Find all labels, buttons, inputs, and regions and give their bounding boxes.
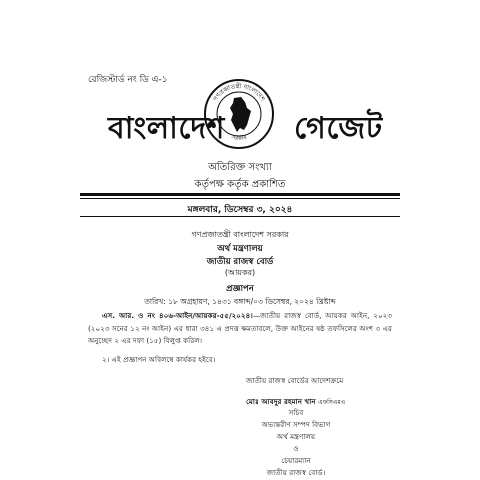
header-rule-thick	[80, 193, 400, 196]
wing-name: (আয়কর)	[224, 268, 256, 277]
signatory-line-5: চেয়ারম্যান	[281, 456, 311, 465]
notification-date: তারিখ: ১৮ অগ্রহায়ণ, ১৪৩১ বঙ্গাব্দ/০৩ ডিসেম্বর, ২০২৪ খ্রিষ্টাব্দ	[144, 297, 336, 306]
signatory-line-4: ও	[293, 444, 299, 453]
issue-date: মঙ্গলবার, ডিসেম্বর ৩, ২০২৪	[187, 205, 293, 215]
notification-body	[88, 310, 392, 348]
sro-number: এস. আর. ও নং ৪০৬-আইন/আয়কর-৫৫/২০২৪।	[102, 311, 253, 320]
government-name: গণপ্রজাতন্ত্রী বাংলাদেশ সরকার	[191, 230, 289, 239]
effective-clause: ২। এই প্রজ্ঞাপন অবিলম্বে কার্যকর হইবে।	[102, 355, 216, 364]
seal-bottom-text: সরকার	[230, 133, 248, 143]
government-seal-icon	[203, 78, 275, 150]
by-order-line: জাতীয় রাজস্ব বোর্ডের আদেশক্রমে	[246, 376, 344, 385]
notification-heading: প্রজ্ঞাপন	[226, 284, 254, 294]
seal-top-text: গণপ্রজাতন্ত্রী বাংলাদেশ	[212, 82, 266, 103]
header-rule-thin	[80, 198, 400, 199]
svg-text:সরকার	[229, 133, 248, 142]
signatory-line-6: জাতীয় রাজস্ব বোর্ড।	[266, 468, 326, 477]
header-rule-bottom	[80, 216, 400, 217]
gazette-title-bangladesh: বাংলাদেশ	[108, 111, 225, 146]
gazette-title-gazette: গেজেট	[294, 111, 383, 146]
signatory-line-3: অর্থ মন্ত্রণালয়	[276, 432, 316, 441]
board-name: জাতীয় রাজস্ব বোর্ড	[206, 257, 274, 267]
extraordinary-issue: অতিরিক্ত সংখ্যা	[208, 162, 272, 173]
notification-text: —জাতীয় রাজস্ব বোর্ড, আয়কর আইন, ২০২৩ (২০২৩ সনের ১২ নং আইন) এর ধারা ৩৪১ এ প্রদত্ত ক্ষমতাবলে, উক্ত আইনের ষষ্ঠ তফসিলের অংশ ৩ এর অনুচ্ছেদ ২ এর দফা (১৫) বিলুপ্ত করিল।	[88, 311, 392, 345]
signatory-name-text: মোঃ আবদুর রহমান খান	[246, 397, 316, 406]
signatory-line-2: অভ্যন্তরীণ সম্পদ বিভাগ	[261, 420, 331, 429]
registration-number: রেজিস্টার্ড নং ডি এ-১	[88, 75, 168, 85]
signatory-suffix: এফসিএমএ	[318, 399, 346, 406]
published-by-authority: কর্তৃপক্ষ কর্তৃক প্রকাশিত	[194, 179, 286, 190]
signatory-line-1: সচিব	[288, 408, 304, 417]
ministry-name: অর্থ মন্ত্রণালয়	[217, 244, 263, 254]
